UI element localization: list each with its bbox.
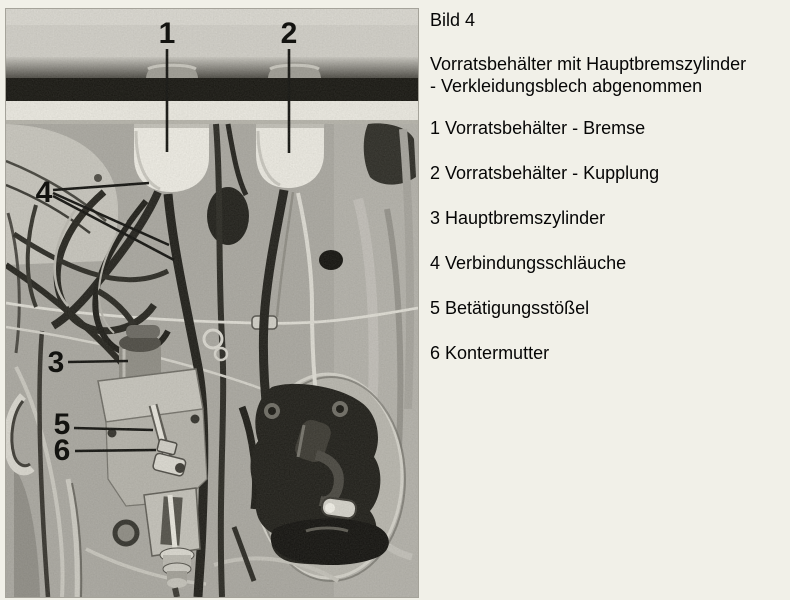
photo-scene bbox=[6, 9, 418, 597]
legend-item-label: Kontermutter bbox=[445, 343, 550, 363]
callout-6: 6 bbox=[53, 434, 71, 467]
legend-item-label: Verbindungsschläuche bbox=[445, 253, 627, 273]
legend-item-number: 5 bbox=[430, 298, 441, 318]
figure-caption-line-1: Vorratsbehälter mit Hauptbremszylinder bbox=[430, 54, 747, 74]
figure-caption-line-2: - Verkleidungsblech abgenommen bbox=[430, 76, 703, 96]
legend-item-6 bbox=[430, 342, 784, 364]
figure-photo bbox=[5, 8, 419, 598]
figure-caption bbox=[430, 53, 784, 97]
legend-item-number: 6 bbox=[430, 343, 441, 363]
legend-item-4 bbox=[430, 252, 784, 274]
callout-1: 1 bbox=[158, 17, 176, 50]
legend-item-label: Hauptbremszylinder bbox=[445, 208, 606, 228]
legend-item-label: Vorratsbehälter - Bremse bbox=[445, 118, 646, 138]
callout-3: 3 bbox=[47, 346, 65, 379]
figure-legend bbox=[430, 9, 784, 387]
callout-2: 2 bbox=[280, 17, 298, 50]
callout-4: 4 bbox=[35, 176, 53, 209]
legend-item-3 bbox=[430, 207, 784, 229]
legend-item-number: 3 bbox=[430, 208, 441, 228]
legend-item-2 bbox=[430, 162, 784, 184]
callout-5: 5 bbox=[53, 408, 71, 441]
legend-item-number: 2 bbox=[430, 163, 441, 183]
legend-item-label: Betätigungsstößel bbox=[445, 298, 590, 318]
legend-item-number: 1 bbox=[430, 118, 441, 138]
legend-item-number: 4 bbox=[430, 253, 441, 273]
legend-item-5 bbox=[430, 297, 784, 319]
figure-title: Bild 4 bbox=[430, 10, 476, 30]
photo-grain bbox=[6, 9, 418, 597]
legend-item-label: Vorratsbehälter - Kupplung bbox=[445, 163, 660, 183]
legend-item-1 bbox=[430, 117, 784, 139]
